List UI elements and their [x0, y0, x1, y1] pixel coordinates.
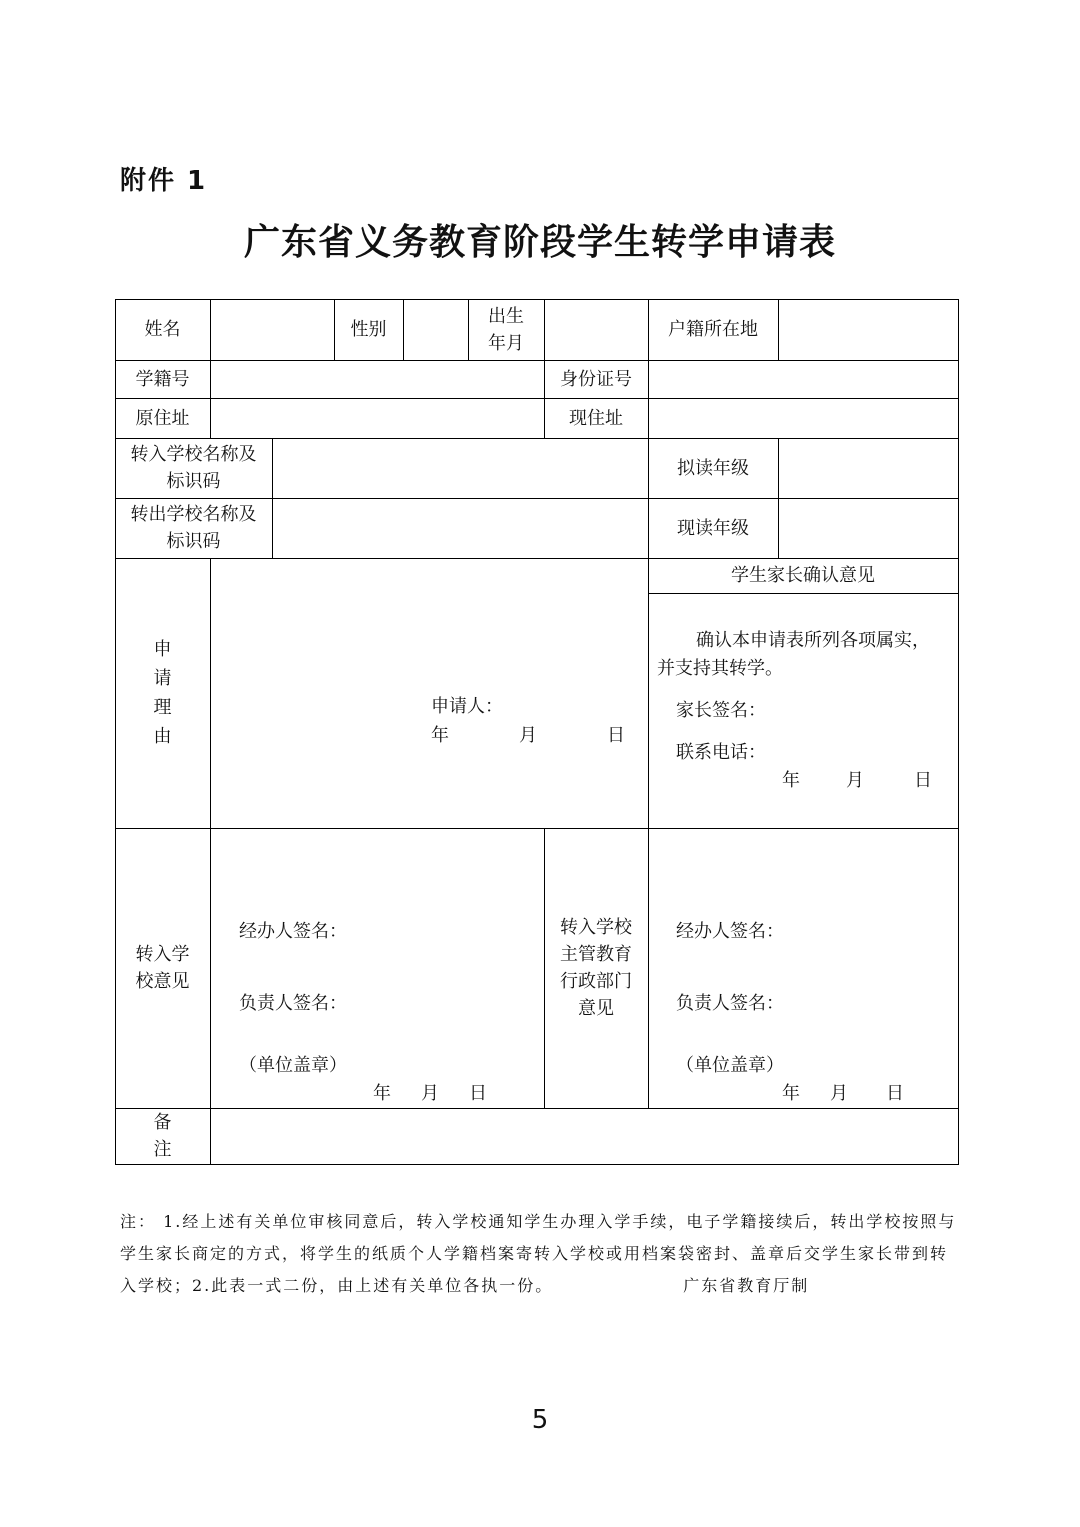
attachment-label: 附件 1: [120, 166, 208, 196]
birth-date-field[interactable]: [544, 299, 648, 360]
authority-handler-label: 经办人签名：: [676, 921, 784, 942]
parent-signature-label: 家长签名：: [676, 700, 766, 721]
in-school-field[interactable]: [272, 438, 648, 498]
applicant-signature-label: 申请人：: [431, 696, 503, 717]
authority-date: [782, 1080, 904, 1107]
parent-header-divider: [648, 593, 959, 594]
date-year: 年: [782, 770, 800, 791]
old-address-field[interactable]: [210, 398, 544, 438]
parent-statement-line-1: 确认本申请表所列各项属实，: [696, 630, 930, 651]
page-number: 5: [531, 1405, 549, 1435]
date-day: 日: [469, 1083, 487, 1104]
date-year: 年: [373, 1083, 391, 1104]
label-name: 姓名: [144, 319, 181, 340]
current-address-field[interactable]: [648, 398, 958, 438]
table-border-bottom: [115, 1164, 959, 1165]
table-border-right: [958, 299, 959, 1165]
in-school-handler-label: 经办人签名：: [239, 921, 347, 942]
authority-seal-label: （单位盖章）: [676, 1055, 784, 1076]
gender-field[interactable]: [403, 299, 468, 360]
label-gender: 性别: [350, 319, 387, 340]
current-grade-field[interactable]: [778, 498, 958, 558]
date-month: 月: [846, 770, 864, 791]
in-school-date: [373, 1080, 487, 1107]
label-student-number: 学籍号: [135, 368, 190, 390]
label-authority-opinion: 转入学校 主管教育 行政部门 意见: [560, 917, 632, 1019]
date-year: 年: [431, 725, 449, 746]
label-out-school: 转出学校名称及 标识码: [130, 504, 257, 552]
parent-phone-label: 联系电话：: [676, 742, 766, 763]
intended-grade-field[interactable]: [778, 438, 958, 498]
date-month: 月: [519, 725, 537, 746]
hukou-field[interactable]: [778, 299, 958, 360]
label-old-address: 原住址: [135, 407, 190, 429]
label-reason: 申 请 理 由: [153, 639, 172, 747]
footnote: [120, 1206, 965, 1302]
date-day: 日: [886, 1083, 904, 1104]
label-hukou: 户籍所在地: [668, 319, 758, 340]
parent-statement-line-2: 并支持其转学。: [657, 658, 783, 679]
student-number-field[interactable]: [210, 360, 544, 398]
footnote-text: 注： 1.经上述有关单位审核同意后，转入学校通知学生办理入学手续，电子学籍接续后，转出学校按照与学生家长商定的方式，将学生的纸质个人学籍档案寄转入学校或用档案袋密封、盖章后交学生家长带到转入学校；2.此表一式二份，由上述有关单位各执一份。: [120, 1212, 957, 1295]
date-month: 月: [421, 1083, 439, 1104]
out-school-field[interactable]: [272, 498, 648, 558]
label-birth-date: 出生 年月: [488, 305, 524, 354]
issuer: 广东省教育厅制: [683, 1276, 810, 1295]
authority-principal-label: 负责人签名：: [676, 993, 784, 1014]
remarks-field[interactable]: [211, 1109, 957, 1163]
row-divider: [115, 828, 959, 829]
date-month: 月: [830, 1083, 848, 1104]
in-school-seal-label: （单位盖章）: [239, 1055, 347, 1076]
label-in-school-opinion: 转入学 校意见: [135, 944, 190, 992]
date-day: 日: [607, 725, 625, 746]
label-in-school: 转入学校名称及 标识码: [130, 444, 257, 492]
id-number-field[interactable]: [648, 360, 958, 398]
parent-date: [782, 767, 932, 794]
date-day: 日: [914, 770, 932, 791]
name-field[interactable]: [210, 299, 334, 360]
label-current-grade: 现读年级: [677, 517, 749, 539]
label-current-address: 现住址: [569, 407, 623, 429]
form-title: 广东省义务教育阶段学生转学申请表: [243, 222, 836, 263]
parent-confirmation-header: 学生家长确认意见: [731, 565, 875, 586]
in-school-principal-label: 负责人签名：: [239, 993, 347, 1014]
label-id-number: 身份证号: [560, 368, 632, 390]
date-year: 年: [782, 1083, 800, 1104]
reason-field[interactable]: [211, 559, 647, 827]
label-remarks: 备 注: [153, 1112, 172, 1160]
reason-date: [431, 722, 625, 749]
label-intended-grade: 拟读年级: [677, 457, 749, 479]
